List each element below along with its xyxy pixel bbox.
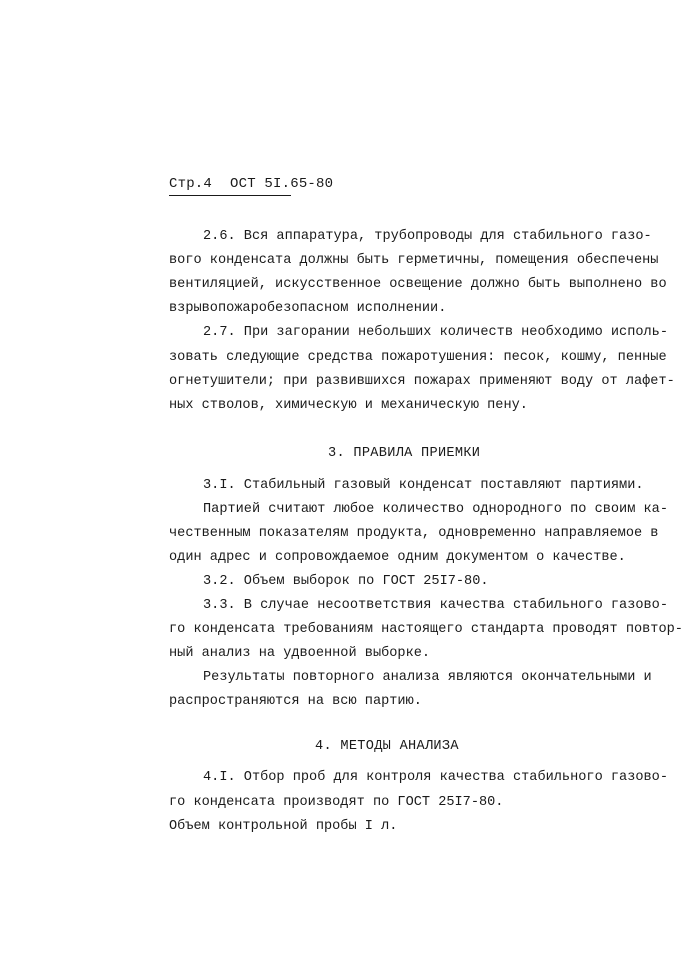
page-header bbox=[169, 176, 333, 192]
section-heading: 4. МЕТОДЫ АНАЛИЗА bbox=[315, 739, 459, 754]
paragraph-line: го конденсата требованиям настоящего стандарта проводят повтор- bbox=[169, 622, 683, 637]
paragraph-line: Партией считают любое количество однородного по своим ка- bbox=[203, 502, 668, 517]
paragraph-line: распространяются на всю партию. bbox=[169, 694, 422, 709]
paragraph-line: взрывопожаробезопасном исполнении. bbox=[169, 301, 447, 316]
paragraph-line: 2.7. При загорании небольших количеств необходимо исполь- bbox=[203, 325, 668, 340]
paragraph-line: 4.I. Отбор проб для контроля качества стабильного газово- bbox=[203, 770, 668, 785]
paragraph-line: ный анализ на удвоенной выборке. bbox=[169, 646, 431, 661]
paragraph-line: 3.3. В случае несоответствия качества стабильного газово- bbox=[203, 598, 668, 613]
section-heading: 3. ПРАВИЛА ПРИЕМКИ bbox=[328, 446, 481, 461]
paragraph-line: чественным показателям продукта, одновременно направляемое в bbox=[169, 526, 659, 541]
paragraph-line: го конденсата производят по ГОСТ 25I7-80. bbox=[169, 795, 504, 810]
paragraph-line: Объем контрольной пробы I л. bbox=[169, 819, 398, 834]
paragraph-line: вого конденсата должны быть герметичны, помещения обеспечены bbox=[169, 253, 659, 268]
paragraph-line: вентиляцией, искусственное освещение должно быть выполнено во bbox=[169, 277, 667, 292]
paragraph-line: зовать следующие средства пожаротушения: песок, кошму, пенные bbox=[169, 350, 667, 365]
paragraph-line: один адрес и сопровождаемое одним документом о качестве. bbox=[169, 550, 626, 565]
standard-code: ОСТ 5I.65-80 bbox=[230, 176, 334, 192]
page-number: Стр.4 bbox=[169, 176, 213, 192]
paragraph-line: ных стволов, химическую и механическую пену. bbox=[169, 398, 528, 413]
header-underline bbox=[169, 195, 291, 196]
paragraph-line: Результаты повторного анализа являются окончательными и bbox=[203, 670, 652, 685]
paragraph-line: огнетушители; при развившихся пожарах применяют воду от лафет- bbox=[169, 374, 675, 389]
paragraph-line: 3.I. Стабильный газовый конденсат поставляют партиями. bbox=[203, 478, 644, 493]
paragraph-line: 3.2. Объем выборок по ГОСТ 25I7-80. bbox=[203, 574, 489, 589]
paragraph-line: 2.6. Вся аппаратура, трубопроводы для стабильного газо- bbox=[203, 229, 652, 244]
